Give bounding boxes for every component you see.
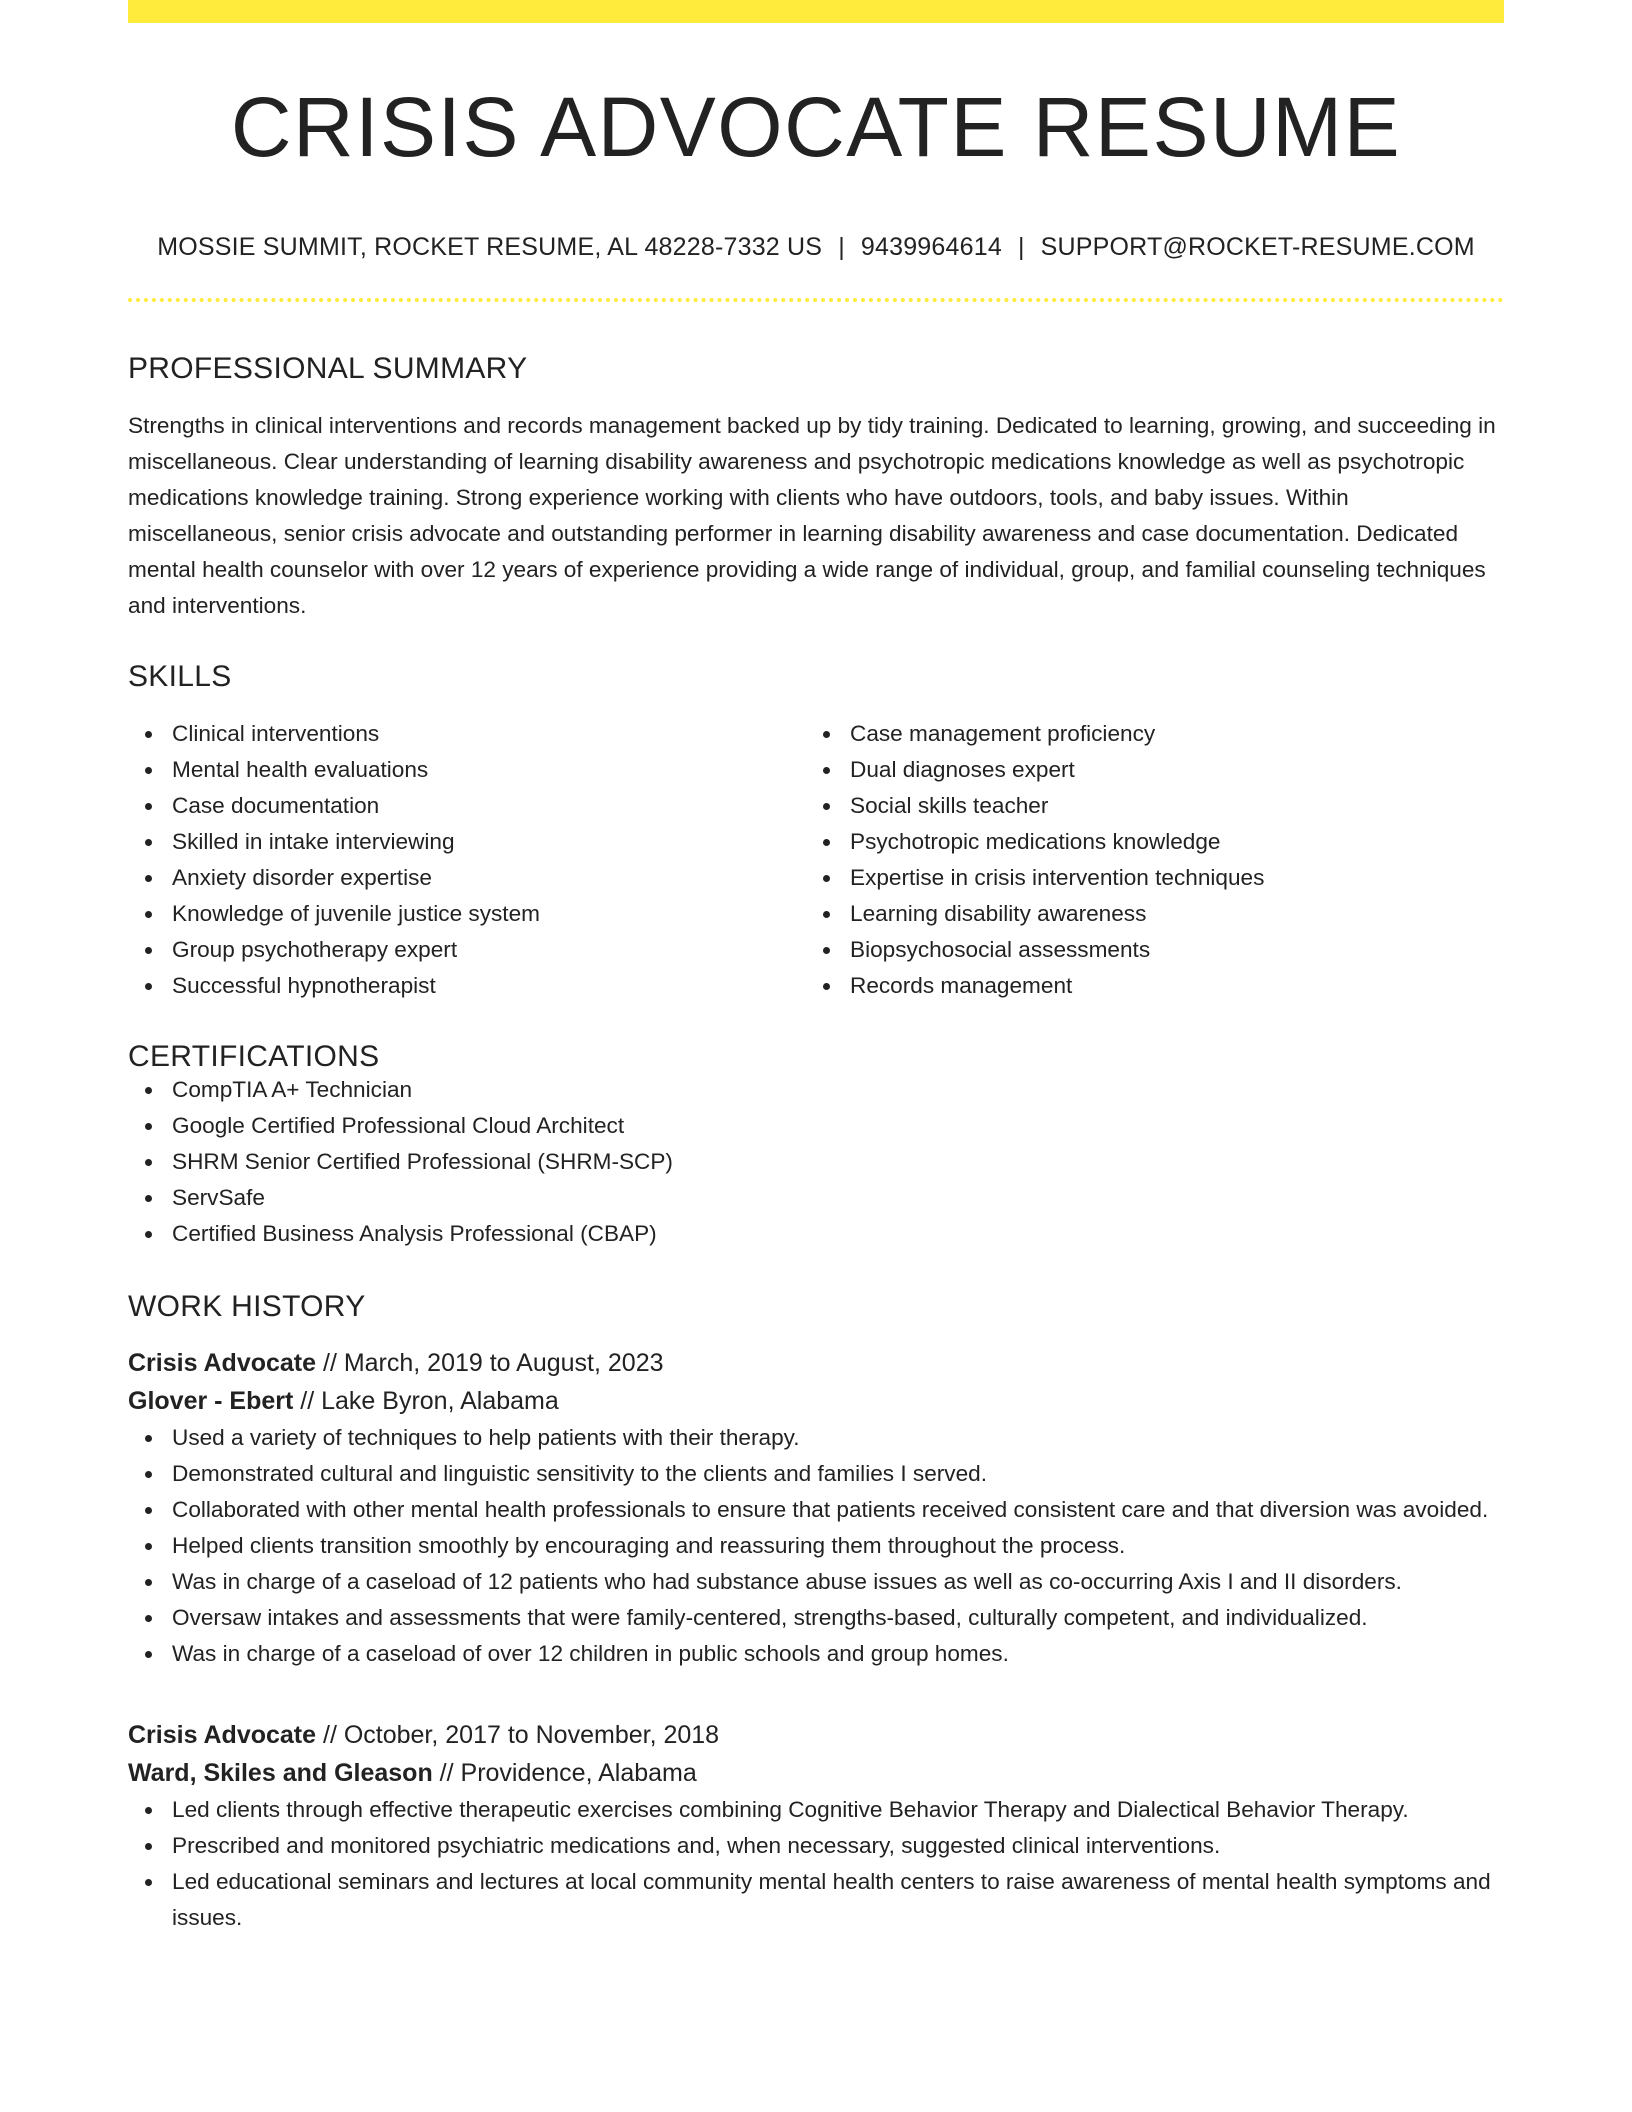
job-role: Crisis Advocate bbox=[128, 1349, 317, 1377]
certifications-list bbox=[128, 1072, 1504, 1252]
skill-item: Successful hypnotherapist bbox=[128, 968, 806, 1004]
skills-heading: SKILLS bbox=[128, 660, 232, 693]
skill-item: Expertise in crisis intervention techniques bbox=[806, 860, 1484, 896]
job-bullet: Was in charge of a caseload of over 12 children in public schools and group homes. bbox=[128, 1636, 1504, 1672]
skill-item: Group psychotherapy expert bbox=[128, 932, 806, 968]
work-history-heading: WORK HISTORY bbox=[128, 1290, 366, 1323]
job-bullet: Oversaw intakes and assessments that were family-centered, strengths-based, culturally competent, and individualized. bbox=[128, 1600, 1504, 1636]
skill-item: Mental health evaluations bbox=[128, 752, 806, 788]
skill-item: Records management bbox=[806, 968, 1484, 1004]
resume-page bbox=[128, 0, 1504, 1936]
contact-phone: 9439964614 bbox=[860, 233, 1002, 261]
summary-text: Strengths in clinical interventions and records management backed up by tidy training. Dedicated to learning, growing, and succeeding in miscellaneous. Clear understanding of learning disability awareness and psychotropic medications knowledge as well as psychotropic medications knowledge training. Strong experience working with clients who have outdoors, tools, and baby issues. Within miscellaneous, senior crisis advocate and outstanding performer in learning disability awareness and case documentation. Dedicated mental health counselor with over 12 years of experience providing a wide range of individual, group, and familial counseling techniques and interventions. bbox=[128, 413, 1496, 618]
job-title-line bbox=[128, 1716, 1504, 1754]
contact-email: SUPPORT@ROCKET-RESUME.COM bbox=[1040, 233, 1475, 261]
accent-bar bbox=[128, 0, 1504, 23]
skill-item: Biopsychosocial assessments bbox=[806, 932, 1484, 968]
job-bullet: Led clients through effective therapeutic exercises combining Cognitive Behavior Therapy and Dialectical Behavior Therapy. bbox=[128, 1792, 1504, 1828]
certifications-heading: CERTIFICATIONS bbox=[128, 1040, 380, 1073]
skills-column-left bbox=[128, 716, 806, 1004]
certification-item: ServSafe bbox=[128, 1180, 1504, 1216]
job-dates: // October, 2017 to November, 2018 bbox=[316, 1721, 720, 1749]
job-location: // Providence, Alabama bbox=[432, 1759, 697, 1787]
skill-item: Social skills teacher bbox=[806, 788, 1484, 824]
job-entry bbox=[128, 1716, 1504, 1936]
skill-item: Anxiety disorder expertise bbox=[128, 860, 806, 896]
skill-item: Psychotropic medications knowledge bbox=[806, 824, 1484, 860]
job-company: Glover - Ebert bbox=[128, 1387, 294, 1415]
skill-item: Dual diagnoses expert bbox=[806, 752, 1484, 788]
skill-item: Case documentation bbox=[128, 788, 806, 824]
skill-item: Skilled in intake interviewing bbox=[128, 824, 806, 860]
resume-title: CRISIS ADVOCATE RESUME bbox=[230, 80, 1402, 174]
skills-column-right bbox=[806, 716, 1484, 1004]
job-bullet: Was in charge of a caseload of 12 patients who had substance abuse issues as well as co-occurring Axis I and II disorders. bbox=[128, 1564, 1504, 1600]
certification-item: Certified Business Analysis Professional (CBAP) bbox=[128, 1216, 1504, 1252]
job-entry bbox=[128, 1344, 1504, 1672]
contact-separator: | bbox=[1017, 233, 1025, 261]
job-bullets bbox=[128, 1792, 1504, 1936]
skills-list bbox=[128, 716, 1504, 1004]
job-bullet: Demonstrated cultural and linguistic sensitivity to the clients and families I served. bbox=[128, 1456, 1504, 1492]
job-title-line bbox=[128, 1344, 1504, 1382]
job-bullet: Led educational seminars and lectures at local community mental health centers to raise awareness of mental health symptoms and issues. bbox=[128, 1864, 1504, 1936]
skill-item: Case management proficiency bbox=[806, 716, 1484, 752]
job-bullet: Used a variety of techniques to help patients with their therapy. bbox=[128, 1420, 1504, 1456]
job-bullet: Collaborated with other mental health professionals to ensure that patients received consistent care and that diversion was avoided. bbox=[128, 1492, 1504, 1528]
skill-item: Learning disability awareness bbox=[806, 896, 1484, 932]
job-company-line bbox=[128, 1754, 1504, 1792]
job-role: Crisis Advocate bbox=[128, 1721, 317, 1749]
job-company-line bbox=[128, 1382, 1504, 1420]
job-location: // Lake Byron, Alabama bbox=[293, 1387, 559, 1415]
certification-item: Google Certified Professional Cloud Architect bbox=[128, 1108, 1504, 1144]
job-bullet: Helped clients transition smoothly by encouraging and reassuring them throughout the process. bbox=[128, 1528, 1504, 1564]
job-dates: // March, 2019 to August, 2023 bbox=[316, 1349, 664, 1377]
certification-item: CompTIA A+ Technician bbox=[128, 1072, 1504, 1108]
job-bullets bbox=[128, 1420, 1504, 1672]
certification-item: SHRM Senior Certified Professional (SHRM-SCP) bbox=[128, 1144, 1504, 1180]
job-company: Ward, Skiles and Gleason bbox=[128, 1759, 433, 1787]
dotted-divider bbox=[128, 298, 1504, 302]
contact-separator: | bbox=[838, 233, 845, 261]
skill-item: Clinical interventions bbox=[128, 716, 806, 752]
contact-line bbox=[128, 235, 1504, 260]
contact-address: MOSSIE SUMMIT, ROCKET RESUME, AL 48228-7332 US bbox=[157, 233, 823, 261]
job-bullet: Prescribed and monitored psychiatric medications and, when necessary, suggested clinical interventions. bbox=[128, 1828, 1504, 1864]
skill-item: Knowledge of juvenile justice system bbox=[128, 896, 806, 932]
summary-heading: PROFESSIONAL SUMMARY bbox=[128, 352, 528, 385]
